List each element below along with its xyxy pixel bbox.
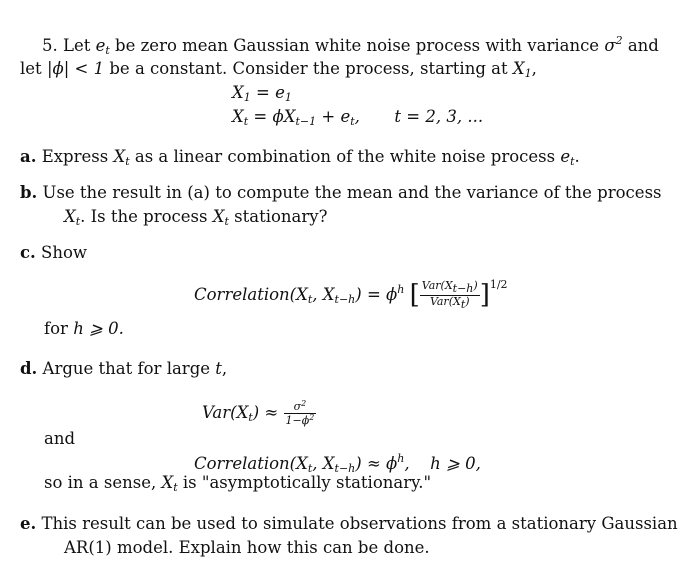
sub-t: t [570,155,575,168]
e-symbol: e [95,36,106,55]
equation-x1 [232,82,292,106]
problem-intro-line1 [42,34,659,59]
x-symbol: X [232,107,244,126]
approx-sign: ) ≈ [252,403,279,423]
intro-text: be zero mean Gaussian white noise process with variance [115,36,600,55]
sub-1: 1 [524,67,532,80]
sub-t: t [460,298,466,312]
sense-text: so in a sense, [44,473,157,492]
intro-text: and [627,36,659,55]
part-a-text: as a linear combination of the white noise process [134,147,556,166]
var-xt [213,207,229,226]
part-b-label: b. [20,183,38,202]
part-c-heading [20,242,87,264]
h-condition: h ⩾ 0, [430,454,481,473]
intro-text: let [20,59,42,78]
part-c-label: c. [20,243,36,262]
part-b-text: . Is the process [80,207,208,226]
sub-t: t [243,115,249,128]
part-d-label: d. [20,359,38,378]
corr-approx: ) ≈ ϕ [355,454,398,473]
var-e [96,36,110,55]
var-ratio-fraction: $\frac{\text{Var(Xt−h)}}{\text{Var(Xt)}}$ [421,278,478,312]
eq2-range: t = 2, 3, ... [394,107,484,126]
part-b-line2 [64,206,327,230]
corr-eq: ) = ϕ [355,285,398,305]
x-symbol: X [322,285,335,305]
part-b-text: Use the result in (a) to compute the mean and the variance of the process [42,183,662,202]
var-xt [113,147,129,166]
phi-condition: |ϕ| < 1 [46,59,105,78]
part-a-text: Express [41,147,109,166]
eq2-rhs: + e [321,107,351,126]
x-symbol: X [161,473,174,492]
sense-text: is "asymptotically stationary." [182,473,432,492]
correlation-approx: $Correlation(X_t$, $X_{t-h}) \approx \phi^h$, h ⩾ 0, [194,452,481,475]
sub-t: t [307,293,313,307]
sub-t: t [307,462,313,475]
sub-t: t [105,44,110,57]
h-condition: h ⩾ 0. [73,319,124,338]
x-symbol: X [232,83,244,102]
sigma-symbol: σ [604,36,616,55]
part-c-for-h [44,318,124,340]
variance-fraction: $\frac{\sigma^2}{1-\phi^2}$ [285,399,315,428]
part-b-line1 [20,182,662,204]
equation-xt: $X_t = \phi X_{t-1} + e_t$, t = 2, 3, ... [232,107,484,128]
part-d-and: and [44,429,76,448]
part-a: a. Express $X_t$ as a linear combination of the white noise process $e_t$. [20,147,580,168]
eq2-rhs: = ϕX [253,107,296,126]
part-b-text: stationary? [234,207,328,226]
part-e-line2: AR(1) model. Explain how this can be done. [64,538,430,557]
frac-den: 1−ϕ [285,414,310,428]
exponent-half: 1/2 [489,278,508,292]
part-e-text: This result can be used to simulate observations from a stationary Gaussian [41,514,678,533]
sub-1: 1 [284,91,292,104]
corr-lhs: Correlation(X [194,454,308,473]
sub-t-minus-h: t−h [334,293,356,307]
sub-t: t [173,481,178,494]
x-symbol: X [512,59,525,78]
var-x1 [513,59,532,78]
x-symbol: X [64,207,76,226]
sub-1: 1 [243,91,251,104]
variance-approx [202,400,316,427]
sub-t: t [350,115,355,128]
var-label: Var(X [421,278,453,292]
var-lhs: Var(X [202,403,249,423]
var-label: Var(X [429,295,461,309]
x-symbol: X [322,454,335,473]
part-e-line1 [20,513,678,535]
part-c-text: Show [41,243,88,262]
problem-intro-line2: let |ϕ| < 1 be a constant. Consider the process, starting at $X_1$, [20,59,537,80]
part-d-sense [44,472,431,496]
sub-t-minus-1: t−1 [295,115,317,128]
var-et [560,147,574,166]
for-text: for [44,319,68,338]
sub-t: t [248,411,253,425]
sub-t-minus-h: t−h [452,281,474,295]
var-xt [161,473,177,492]
sub-t: t [75,215,81,228]
intro-text: Let [63,36,91,55]
intro-text: be a constant. Consider the process, starting at [109,59,508,78]
sigma-symbol: σ [293,400,302,413]
var-sigma-sq: $\sigma^2$ [604,34,623,55]
sup-h: h [397,452,405,465]
problem-number: 5. [42,36,58,55]
correlation-formula: $Correlation(X_t$, $X_{t-h}) = \phi^h$ [ $\frac{\text{Var(Xt−h)}}{\text{Var(Xt)}}$ ]$^{1/2}$ [194,278,508,312]
var-xt [64,207,80,226]
sub-t: t [125,155,130,168]
var-t: t [215,359,222,378]
e-symbol: e [560,147,571,166]
part-a-label: a. [20,147,37,166]
sup-h: h [397,283,405,297]
part-d-text: Argue that for large [42,359,211,378]
sub-t-minus-h: t−h [334,462,356,475]
x-symbol: X [113,147,126,166]
corr-lhs: Correlation(X [194,285,308,305]
sub-t: t [224,215,229,228]
part-e-label: e. [20,514,37,533]
eq1-rhs: = e [256,83,285,102]
x-symbol: X [212,207,225,226]
part-d-heading: d. Argue that for large t, [20,359,228,378]
